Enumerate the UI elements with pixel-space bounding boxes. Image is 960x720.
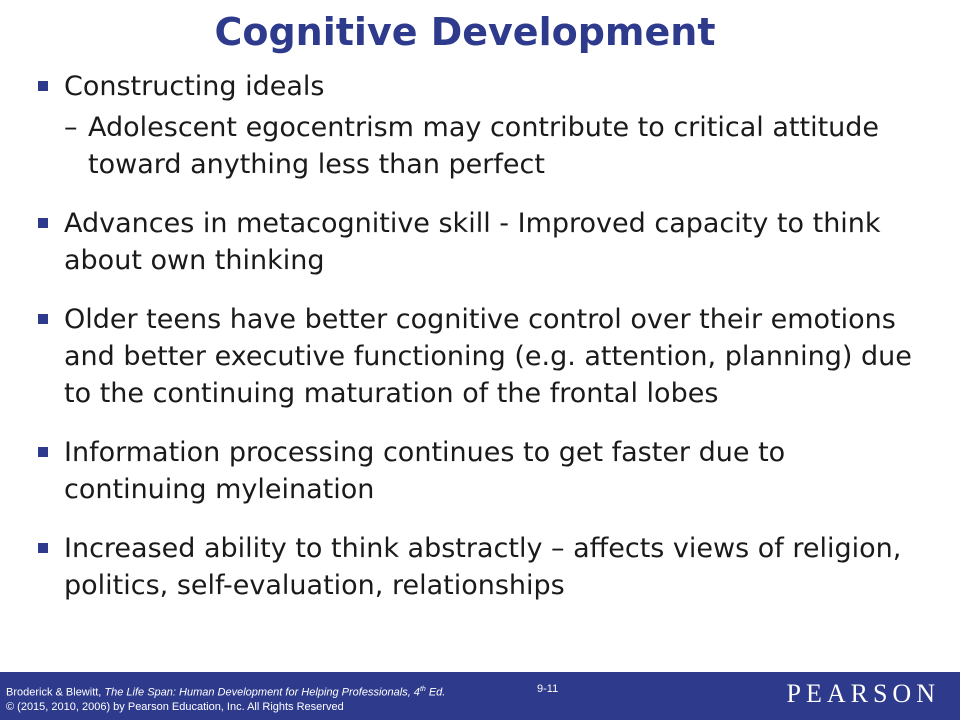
square-bullet-icon bbox=[38, 218, 48, 228]
citation-author: Broderick & Blewitt, bbox=[6, 686, 105, 699]
square-bullet-icon bbox=[38, 314, 48, 324]
citation-edition-sup: th bbox=[419, 686, 426, 693]
citation-book: The Life Span: Human Development for Helping Professionals, 4 bbox=[104, 686, 420, 699]
copyright-line: © (2015, 2010, 2006) by Pearson Education, Inc. All Rights Reserved bbox=[6, 700, 344, 713]
pearson-logo: PEARSON bbox=[786, 679, 940, 708]
citation-edition: Ed. bbox=[425, 686, 446, 699]
footer-citation bbox=[6, 683, 445, 714]
bullet-list bbox=[38, 68, 918, 604]
bullet-item bbox=[38, 434, 918, 508]
bullet-item bbox=[38, 68, 918, 105]
slide-title: Cognitive Development bbox=[214, 10, 716, 54]
bullet-item bbox=[38, 301, 918, 412]
bullet-item bbox=[38, 205, 918, 279]
bullet-text: Constructing ideals bbox=[64, 71, 325, 102]
sub-bullet-item bbox=[38, 109, 918, 183]
bullet-text: Increased ability to think abstractly – affects views of religion, politics, self-evaluation, relationships bbox=[64, 533, 902, 601]
square-bullet-icon bbox=[38, 81, 48, 91]
citation-line bbox=[6, 683, 445, 700]
bullet-text: Information processing continues to get faster due to continuing myleination bbox=[64, 437, 786, 505]
page-number: 9-11 bbox=[537, 683, 559, 695]
sub-bullet-text: Adolescent egocentrism may contribute to critical attitude toward anything less than perfect bbox=[88, 112, 880, 180]
square-bullet-icon bbox=[38, 447, 48, 457]
square-bullet-icon bbox=[38, 543, 48, 553]
bullet-item bbox=[38, 530, 918, 604]
bullet-text: Advances in metacognitive skill - Improved capacity to think about own thinking bbox=[64, 208, 881, 276]
bullet-text: Older teens have better cognitive control over their emotions and better executive functioning (e.g. attention, planning) due to the continuing maturation of the frontal lobes bbox=[64, 304, 912, 409]
dash-marker: – bbox=[64, 112, 78, 143]
